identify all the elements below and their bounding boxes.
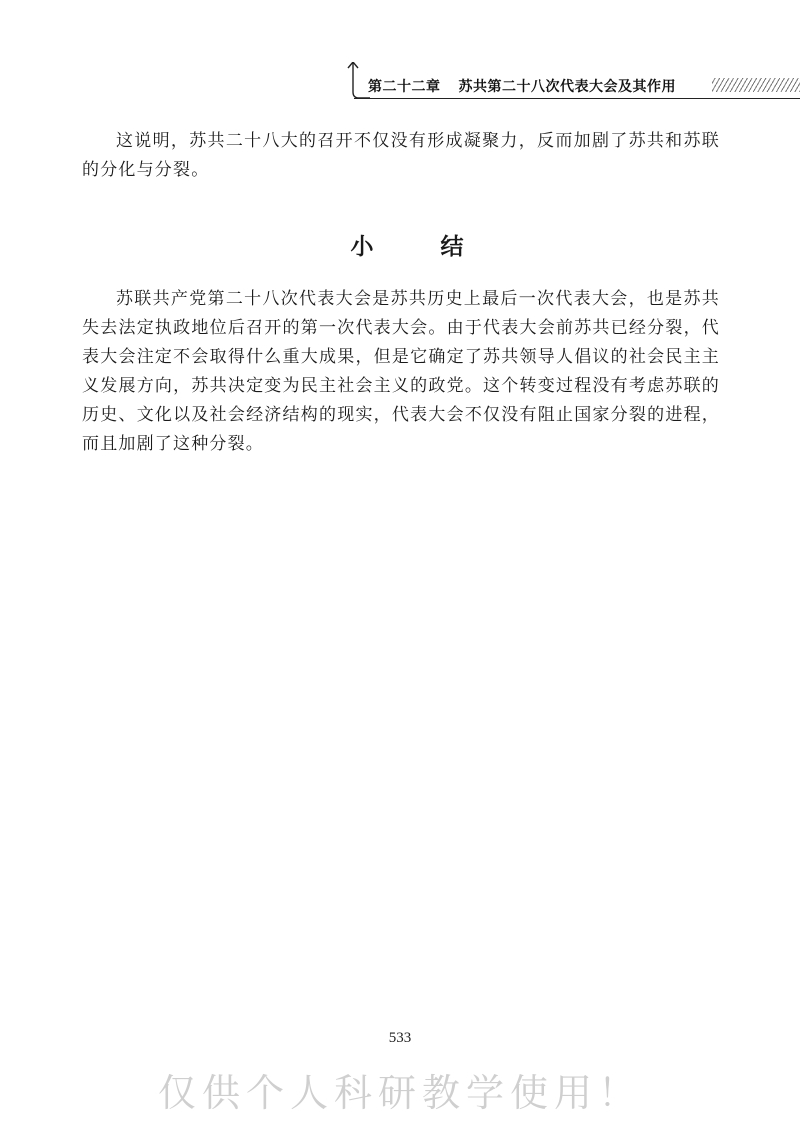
page-number: 533 bbox=[388, 1030, 412, 1046]
watermark-text: 仅供个人科研教学使用！ bbox=[157, 1071, 642, 1115]
running-header bbox=[340, 62, 800, 100]
header-text bbox=[368, 76, 676, 96]
chapter-title: 苏共第二十八次代表大会及其作用 bbox=[458, 79, 676, 95]
section-title: 小 结 bbox=[350, 234, 486, 260]
body-paragraph-1: 这说明，苏共二十八大的召开不仅没有形成凝聚力，反而加剧了苏共和苏联的分化与分裂。 bbox=[82, 131, 720, 180]
arrow-up-icon bbox=[340, 62, 370, 100]
chapter-number: 第二十二章 bbox=[368, 79, 441, 95]
body-paragraph-2: 苏联共产党第二十八次代表大会是苏共历史上最后一次代表大会，也是苏共失去法定执政地位后召开的第一次代表大会。由于代表大会前苏共已经分裂，代表大会注定不会取得什么重大成果，但是它确定了苏共领导人倡议的社会民主主义发展方向，苏共决定变为民主社会主义的政党。这个转变过程没有考虑苏联的历史、文化以及社会经济结构的现实，代表大会不仅没有阻止国家分裂的进程，而且加剧了这种分裂。 bbox=[82, 289, 720, 454]
header-rule bbox=[354, 98, 800, 99]
header-hatch-decoration bbox=[712, 78, 800, 92]
